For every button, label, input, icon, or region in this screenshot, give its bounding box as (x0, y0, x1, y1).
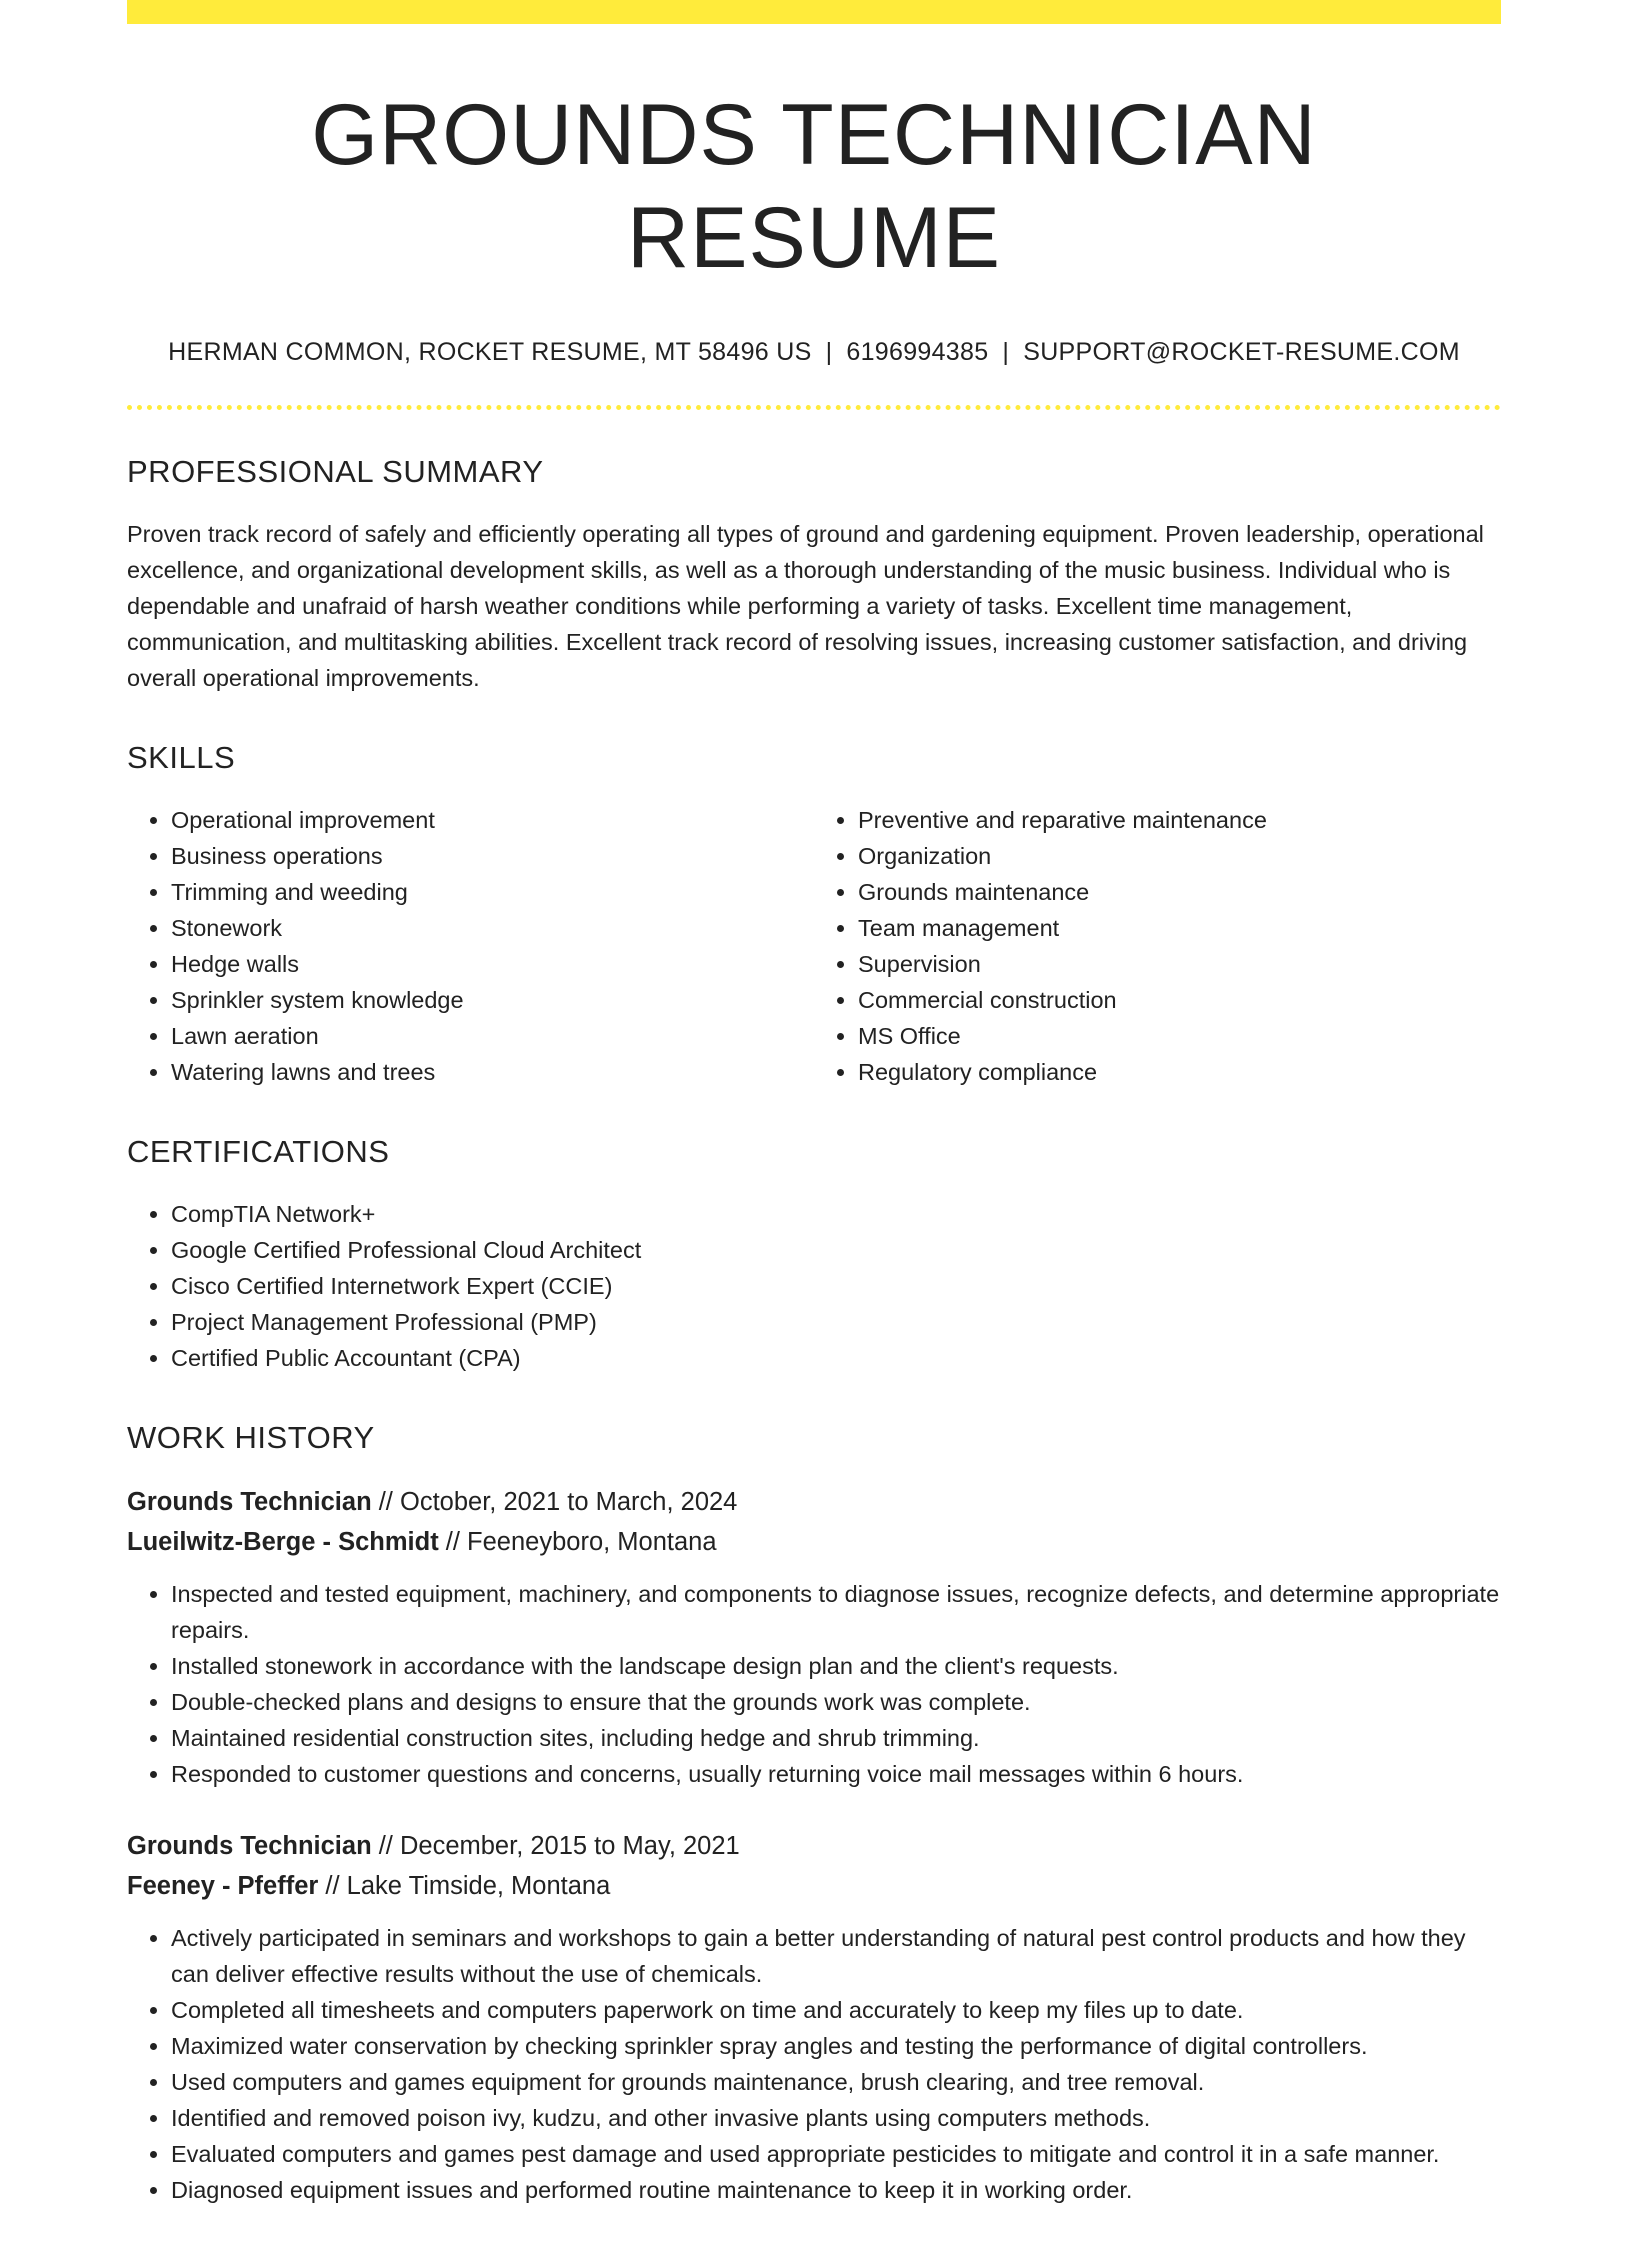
job-dates: December, 2015 to May, 2021 (399, 1832, 740, 1861)
contact-separator: | (1002, 338, 1010, 367)
summary-text: Proven track record of safely and efficiently operating all types of ground and gardening equipment. Proven leadership, operational excellence, and organizational development skills, as well as a thorough understanding of the music business. Individual who is dependable and unafraid of harsh weather conditions while performing a variety of tasks. Excellent time management, communication, and multitasking abilities. Excellent track record of resolving issues, increasing customer satisfaction, and driving overall operational improvements. (127, 521, 1484, 692)
list-item: • Stonework (171, 910, 814, 946)
job-dates: October, 2021 to March, 2024 (399, 1488, 738, 1517)
certifications-section (127, 1134, 1501, 1376)
job-entry (127, 1482, 1501, 1792)
job-bullets (127, 1576, 1501, 1792)
job-entry (127, 1826, 1501, 2208)
job-title: Grounds Technician (127, 1488, 372, 1517)
list-item: • Certified Public Accountant (CPA) (171, 1340, 1501, 1376)
list-item: • Google Certified Professional Cloud Architect (171, 1232, 1501, 1268)
list-item: • Watering lawns and trees (171, 1054, 814, 1090)
contact-email[interactable]: SUPPORT@ROCKET-RESUME.COM (1023, 338, 1460, 367)
list-item: • Hedge walls (171, 946, 814, 982)
job-title-line: Grounds Technician // October, 2021 to March, 2024 (127, 1488, 738, 1517)
job-company: Lueilwitz-Berge - Schmidt (127, 1528, 439, 1557)
job-title-line: Grounds Technician // December, 2015 to May, 2021 (127, 1832, 740, 1861)
skills-list-right (814, 802, 1501, 1090)
job-location: Feeneyboro, Montana (467, 1528, 717, 1557)
dotted-divider (127, 405, 1501, 410)
list-item: • Trimming and weeding (171, 874, 814, 910)
list-item: • Maintained residential construction sites, including hedge and shrub trimming. (171, 1720, 1501, 1756)
list-item: • Organization (858, 838, 1501, 874)
resume-page (127, 0, 1501, 2242)
list-item: • Maximized water conservation by checking sprinkler spray angles and testing the performance of digital controllers. (171, 2028, 1501, 2064)
list-item: • Sprinkler system knowledge (171, 982, 814, 1018)
job-location: Lake Timside, Montana (346, 1872, 611, 1901)
list-item: • Inspected and tested equipment, machinery, and components to diagnose issues, recognize defects, and determine appropriate repairs. (171, 1576, 1501, 1648)
job-company: Feeney - Pfeffer (127, 1872, 319, 1901)
skills-list-left (127, 802, 814, 1090)
list-item: • MS Office (858, 1018, 1501, 1054)
list-item: • Lawn aeration (171, 1018, 814, 1054)
list-item: • Grounds maintenance (858, 874, 1501, 910)
list-item: • Cisco Certified Internetwork Expert (CCIE) (171, 1268, 1501, 1304)
summary-heading: PROFESSIONAL SUMMARY (127, 454, 544, 490)
list-item: • Supervision (858, 946, 1501, 982)
list-item: • Project Management Professional (PMP) (171, 1304, 1501, 1340)
work-history-section (127, 1420, 1501, 2208)
job-company-line: Feeney - Pfeffer // Lake Timside, Montana (127, 1872, 611, 1901)
skills-columns (127, 802, 1501, 1090)
jobs-container (127, 1482, 1501, 2208)
certifications-heading: CERTIFICATIONS (127, 1134, 390, 1170)
resume-title: GROUNDS TECHNICIAN RESUME (311, 87, 1317, 287)
list-item: • Commercial construction (858, 982, 1501, 1018)
job-title: Grounds Technician (127, 1832, 372, 1861)
certifications-list (127, 1196, 1501, 1376)
summary-section (127, 454, 1501, 696)
contact-separator: | (825, 338, 833, 367)
list-item: • Completed all timesheets and computers paperwork on time and accurately to keep my files up to date. (171, 1992, 1501, 2028)
list-item: • Installed stonework in accordance with the landscape design plan and the client's requests. (171, 1648, 1501, 1684)
job-bullets (127, 1920, 1501, 2208)
list-item: • Actively participated in seminars and workshops to gain a better understanding of natural pest control products and how they can deliver effective results without the use of chemicals. (171, 1920, 1501, 1992)
list-item: • Identified and removed poison ivy, kudzu, and other invasive plants using computers methods. (171, 2100, 1501, 2136)
skills-section (127, 740, 1501, 1090)
list-item: • Double-checked plans and designs to ensure that the grounds work was complete. (171, 1684, 1501, 1720)
work-history-heading: WORK HISTORY (127, 1420, 375, 1456)
list-item: • Evaluated computers and games pest damage and used appropriate pesticides to mitigate and control it in a safe manner. (171, 2136, 1501, 2172)
list-item: • CompTIA Network+ (171, 1196, 1501, 1232)
contact-line (127, 338, 1501, 367)
skills-heading: SKILLS (127, 740, 236, 776)
list-item: • Used computers and games equipment for grounds maintenance, brush clearing, and tree removal. (171, 2064, 1501, 2100)
contact-phone[interactable]: 6196994385 (846, 338, 989, 367)
list-item: • Team management (858, 910, 1501, 946)
list-item: • Responded to customer questions and concerns, usually returning voice mail messages within 6 hours. (171, 1756, 1501, 1792)
list-item: • Operational improvement (171, 802, 814, 838)
list-item: • Regulatory compliance (858, 1054, 1501, 1090)
top-accent-bar (127, 0, 1501, 24)
job-company-line: Lueilwitz-Berge - Schmidt // Feeneyboro, Montana (127, 1528, 717, 1557)
list-item: • Diagnosed equipment issues and performed routine maintenance to keep it in working order. (171, 2172, 1501, 2208)
contact-address: HERMAN COMMON, ROCKET RESUME, MT 58496 US (168, 338, 812, 367)
list-item: • Business operations (171, 838, 814, 874)
list-item: • Preventive and reparative maintenance (858, 802, 1501, 838)
